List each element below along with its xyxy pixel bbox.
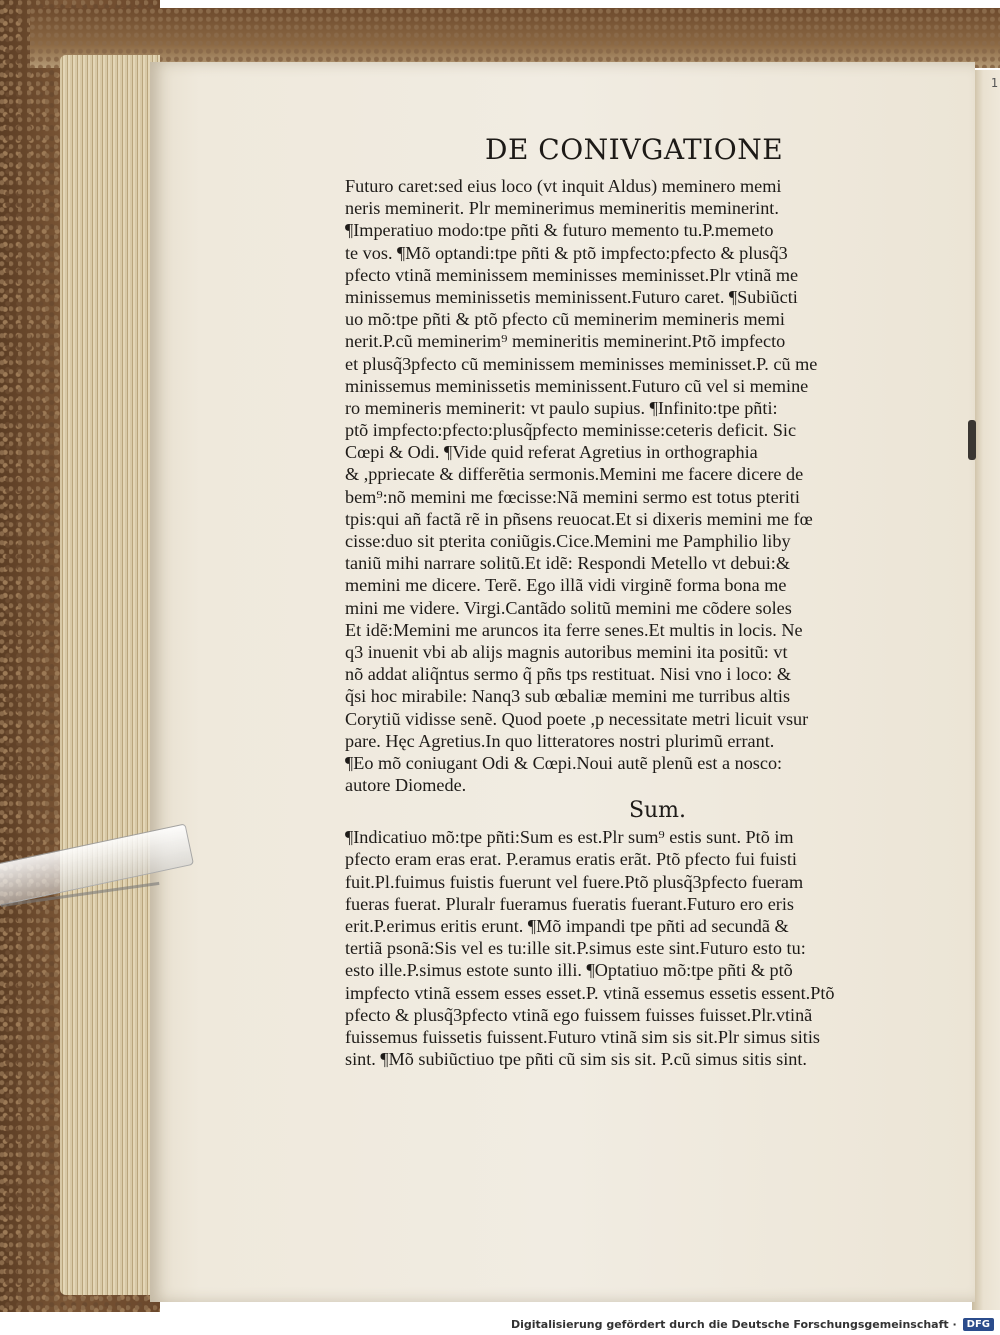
text-line: minissemus meminissetis meminissent.Futuro caret. ¶Subiũcti xyxy=(345,286,798,307)
text-line: Futuro caret:sed eius loco (vt inquit Aldus) meminero memi xyxy=(345,176,782,196)
text-line: cisse:duo sit pterita coniũgis.Cice.Memini me Pamphilio liby xyxy=(345,531,791,551)
text-line: nerit.P.cũ meminerim⁹ memineritis meminerint.Ptõ impfecto xyxy=(345,331,786,352)
text-line: bem⁹:nõ memini me fœcisse:Nã memini sermo est totus pteriti xyxy=(345,486,800,507)
text-line: tertiã psonã:Sis vel es tu:ille sit.P.simus este sint.Futuro esto tu: xyxy=(345,938,806,959)
text-line: neris meminerit. Plr meminerimus memineritis meminerint. xyxy=(345,198,779,219)
text-line: ¶Eo mõ coniugant Odi & Cœpi.Noui autẽ plenũ est a nosco: xyxy=(345,752,783,773)
binding-top-edge xyxy=(30,8,1000,68)
text-line: ptõ impfecto:pfecto:plusq̃pfecto meminisse:ceteris deficit. Sic xyxy=(345,420,797,441)
text-line: mini me videre. Virgi.Cantãdo solitũ memini me cõdere soles xyxy=(345,597,792,618)
text-line: & ,ppriecate & differẽtia sermonis.Memini me facere dicere de xyxy=(345,464,804,485)
text-line: fuit.Pl.fuimus fuistis fuerunt vel fuere.Ptõ plusq̃3pfecto fueram xyxy=(345,871,804,892)
footer-bar xyxy=(0,1313,1000,1335)
text-line: Corytiũ vidisse senẽ. Quod poete ,p necessitate metri licuit vsur xyxy=(345,708,809,729)
text-line: pfecto eram eras erat. P.eramus eratis erãt. Ptõ pfecto fui fuisti xyxy=(345,849,797,870)
text-line: ro memineris meminerit: vt paulo supius. ¶Infinito:tpe pñti: xyxy=(345,397,778,418)
text-line: impfecto vtinã essem esses esset.P. vtinã essemus essetis essent.Ptõ xyxy=(345,982,835,1003)
text-line: pfecto & plusq̃3pfecto vtinã ego fuissem fuisses fuisset.Plr.vtinã xyxy=(345,1004,813,1025)
text-line: taniũ mihi narrare solitũ.Et idẽ: Respondi Metello vt debui:& xyxy=(345,553,791,574)
funding-credit: Digitalisierung gefördert durch die Deutsche Forschungsgemeinschaft · xyxy=(510,1317,957,1331)
text-line: te vos. ¶Mõ optandi:tpe pñti & ptõ impfecto:pfecto & plusq̃3 xyxy=(345,242,788,263)
text-line: fueras fuerat. Pluralr fueramus fueratis fuerant.Futuro ero eris xyxy=(345,893,794,914)
text-line: uo mõ:tpe pñti & ptõ pfecto cũ meminerim memineris memi xyxy=(345,309,785,330)
page-heading: DE CONIVGATIONE xyxy=(485,133,784,166)
text-line: pfecto vtinã meminissem meminisses meminisset.Plr vtinã me xyxy=(345,264,799,285)
text-line: q̃si hoc mirabile: Nanq3 sub œbaliæ memini me turribus altis xyxy=(345,686,791,707)
section-heading-sum: Sum. xyxy=(628,798,687,824)
text-line: autore Diomede. xyxy=(345,775,467,796)
text-line: sint. ¶Mõ subiũctiuo tpe pñti cũ sim sis sit. P.cũ simus sitis sint. xyxy=(345,1049,807,1070)
text-line: ¶Imperatiuo modo:tpe pñti & futuro memento tu.P.memeto xyxy=(345,220,774,241)
dfg-logo-icon: DFG xyxy=(963,1318,994,1331)
text-line: pare. Hęc Agretius.In quo litteratores nostri plurimũ errant. xyxy=(345,730,775,751)
page-edges xyxy=(60,55,160,1295)
margin-clip xyxy=(968,420,976,460)
text-line: Cœpi & Odi. ¶Vide quid referat Agretius in orthographia xyxy=(345,442,758,463)
text-line: erit.P.erimus eritis erunt. ¶Mõ impandi tpe pñti ad secundã & xyxy=(345,916,789,936)
text-line: tpis:qui añ factã rẽ in pñsens reuocat.Et si dixeris memini me fœ xyxy=(345,508,813,529)
facing-page-edge xyxy=(972,70,1000,1310)
page-corner-mark: 1 xyxy=(990,76,998,90)
text-line: esto ille.P.simus estote sunto illi. ¶Optatiuo mõ:tpe pñti & ptõ xyxy=(345,960,793,981)
text-line: et plusq̃3pfecto cũ meminissem meminisses meminisset.P. cũ me xyxy=(345,353,818,374)
text-line: q3 inuenit vbi ab alijs magnis autoribus memini ita positũ: vt xyxy=(345,641,788,662)
text-line: memini me dicere. Terẽ. Ego illã vidi virginẽ forma bona me xyxy=(345,575,787,596)
text-line: fuissemus fuissetis fuissent.Futuro vtinã sim sis sit.Plr simus sitis xyxy=(345,1026,820,1047)
text-line: nõ addat aliq̃ntus sermo q̃ pñs tps restituat. Nisi vno i loco: & xyxy=(345,664,792,685)
text-line: Et idẽ:Memini me aruncos ita ferre senes.Et multis in locis. Ne xyxy=(345,619,803,640)
body-text xyxy=(345,175,910,1070)
text-line: minissemus meminissetis meminissent.Futuro cũ vel si memine xyxy=(345,375,809,396)
text-line: ¶Indicatiuo mõ:tpe pñti:Sum es est.Plr sum⁹ estis sunt. Ptõ im xyxy=(345,827,794,848)
